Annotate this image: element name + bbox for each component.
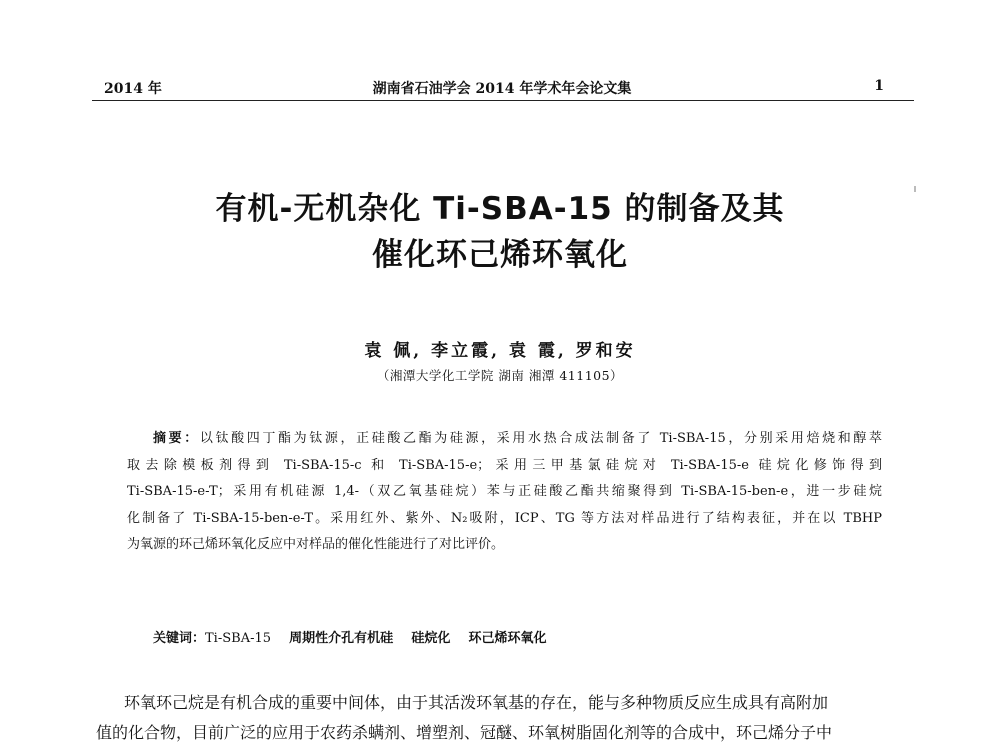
affiliation: （湘潭大学化工学院 湖南 湘潭 411105） xyxy=(376,368,624,383)
abstract-line: 化制备了 Ti-SBA-15-ben-e-T。采用红外、紫外、N₂吸附，ICP、TG 等方法对样品进行了结构表征，并在以 TBHP xyxy=(127,510,882,526)
abstract-line: 取去除模板剂得到 Ti-SBA-15-c 和 Ti-SBA-15-e；采用三甲基氯硅烷对 Ti-SBA-15-e 硅烷化修饰得到 xyxy=(127,457,882,473)
keyword-item: 硅烷化 xyxy=(411,631,451,646)
body-line: 值的化合物，目前广泛的应用于农药杀螨剂、增塑剂、冠醚、环氧树脂固化剂等的合成中，环己烯分子中 xyxy=(96,723,833,742)
paper-title xyxy=(100,186,900,278)
scan-speck xyxy=(914,186,916,192)
title-line-1: 有机-无机杂化 Ti-SBA-15 的制备及其 xyxy=(215,191,785,227)
header-year: 2014 年 xyxy=(104,81,162,97)
abstract xyxy=(127,426,882,559)
header-proceedings-title: 湖南省石油学会 2014 年学术年会论文集 xyxy=(372,81,632,97)
author-list: 袁 佩, 李立霞, 袁 霞, 罗和安 xyxy=(364,341,636,361)
keyword-item: Ti-SBA-15 xyxy=(205,631,272,646)
running-header xyxy=(92,76,914,101)
abstract-line xyxy=(127,426,882,453)
body-line: 环氧环己烷是有机合成的重要中间体，由于其活泼环氧基的存在，能与多种物质反应生成具有高附加 xyxy=(124,693,829,712)
keyword-item: 环己烯环氧化 xyxy=(468,631,547,646)
abstract-line: 为氧源的环己烯环氧化反应中对样品的催化性能进行了对比评价。 xyxy=(127,537,505,552)
page-number: 1 xyxy=(874,78,884,94)
keywords xyxy=(153,627,561,646)
abstract-label: 摘要： xyxy=(153,431,200,446)
title-line-2: 催化环己烯环氧化 xyxy=(372,237,628,273)
keyword-item: 周期性介孔有机硅 xyxy=(289,631,394,646)
abstract-line-text: 以钛酸四丁酯为钛源，正硅酸乙酯为硅源，采用水热合成法制备了 Ti-SBA-15，分别采用焙烧和醇萃 xyxy=(199,431,882,446)
keywords-label: 关键词： xyxy=(153,631,206,646)
body-text xyxy=(96,688,916,748)
abstract-line: Ti-SBA-15-e-T；采用有机硅源 1,4-（双乙氧基硅烷）苯与正硅酸乙酯共缩聚得到 Ti-SBA-15-ben-e，进一步硅烷 xyxy=(127,484,882,499)
